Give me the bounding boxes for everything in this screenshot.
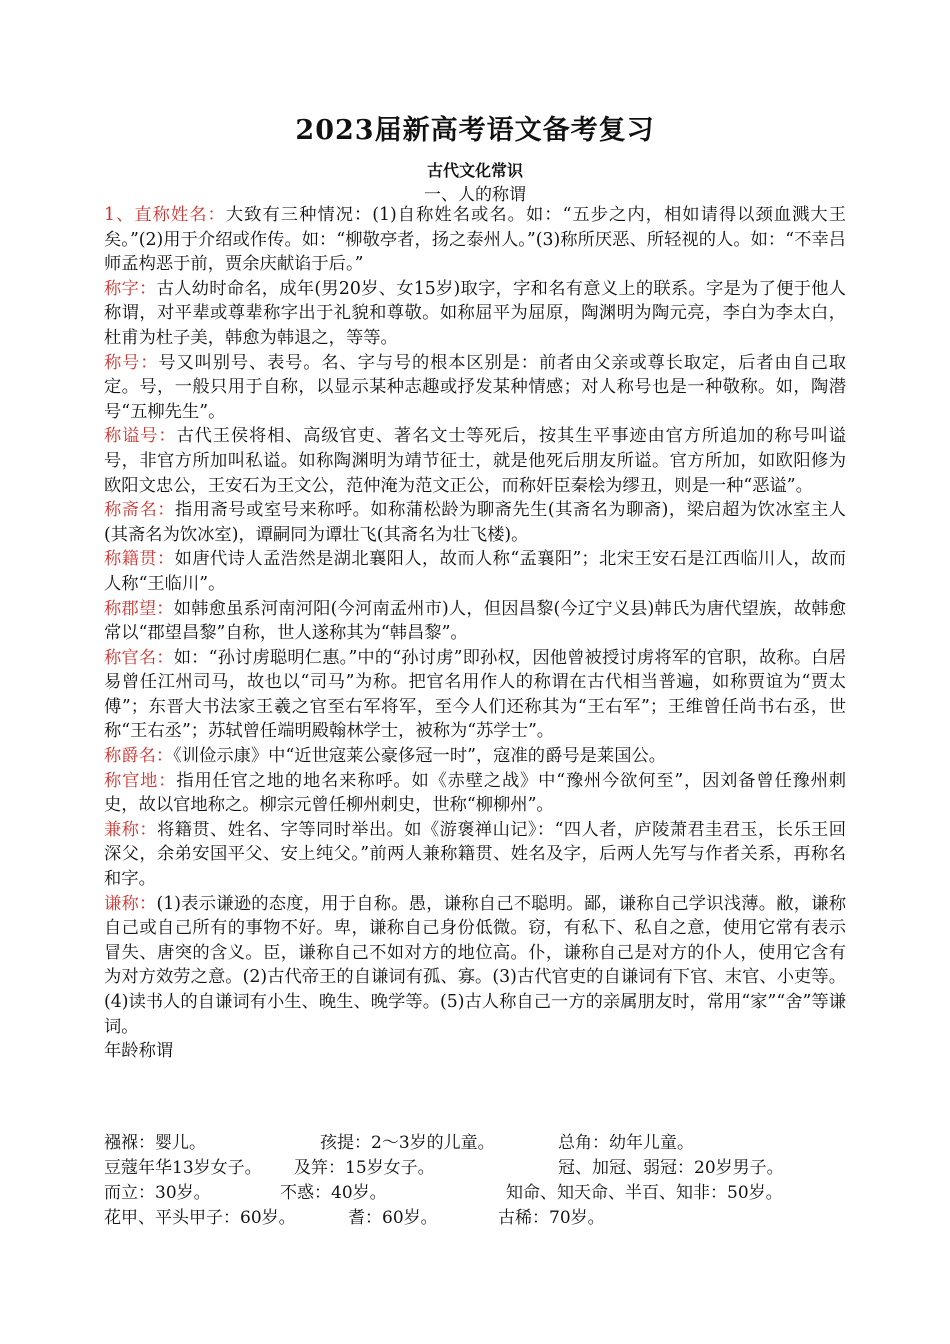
age-row [104, 1203, 846, 1228]
age-row [104, 1178, 846, 1203]
age-item: 襁褓：婴儿。 [104, 1133, 206, 1153]
entry-text: 如唐代诗人孟浩然是湖北襄阳人，故而人称“孟襄阳”；北宋王安石是江西临川人，故而人称“王临川”。 [104, 549, 846, 594]
entry-text: 大致有三种情况：(1)自称姓名或名。如：“五步之内，相如请得以颈血溅大王矣。”(2)用于介绍或作传。如：“柳敬亭者，扬之泰州人。”(3)称所厌恶、所轻视的人。如：“不幸吕师孟构恶于前，贾余庆献谄于后。” [104, 205, 846, 275]
entry-term: 1、直称姓名： [104, 205, 226, 225]
entry-term: 称官名： [104, 647, 174, 668]
entry-direct-name [104, 203, 846, 277]
entry-studio-name [104, 498, 846, 547]
age-item: 花甲、平头甲子：60岁。 [104, 1208, 296, 1228]
age-row [104, 1153, 846, 1178]
entry-term: 称官地： [104, 770, 177, 791]
entry-courtesy-name [104, 277, 846, 351]
document-title: 2023届新高考语文备考复习 [295, 115, 655, 146]
age-item: 冠、加冠、弱冠：20岁男子。 [558, 1158, 784, 1178]
age-table [104, 1128, 846, 1228]
entry-text: 指用斋号或室号来称呼。如称蒲松龄为聊斋先生(其斋名为聊斋)，梁启超为饮冰室主人(其斋名为饮冰室)，谭嗣同为谭壮飞(其斋名为壮飞楼)。 [104, 500, 846, 545]
entry-text: 如：“孙讨虏聪明仁惠。”中的“孙讨虏”即孙权，因他曾被授讨虏将军的官职，故称。白居易曾任江州司马，故也以“司马”为称。把官名用作人的称谓在古代相当普遍，如称贾谊为“贾太傅”；东晋大书法家王羲之官至右军将军，至今人们还称其为“王右军”；王维曾任尚书右丞，世称“王右丞”；苏轼曾任端明殿翰林学士，被称为“苏学士”。 [104, 647, 846, 742]
document-subtitle: 古代文化常识 [426, 161, 523, 180]
entry-term: 兼称： [104, 819, 157, 840]
entry-text: 指用任官之地的地名来称呼。如《赤壁之战》中“豫州今欲何至”，因刘备曾任豫州刺史，故以官地称之。柳宗元曾任柳州刺史，世称“柳柳州”。 [104, 770, 846, 816]
age-item: 而立：30岁。 [104, 1183, 211, 1203]
section-title: 一、人的称谓 [424, 185, 526, 205]
entry-term: 谦称： [104, 893, 157, 914]
entry-text: (1)表示谦逊的态度，用于自称。愚，谦称自己不聪明。鄙，谦称自己学识浅薄。敝，谦称自己或自己所有的事物不好。卑，谦称自己身份低微。窃，有私下、私自之意，使用它常有表示冒失、唐突的含义。臣，谦称自己不如对方的地位高。仆，谦称自己是对方的仆人，使用它含有为对方效劳之意。(2)古代帝王的自谦词有孤、寡。(3)古代官吏的自谦词有下官、末官、小吏等。(4)读书人的自谦词有小生、晚生、晚学等。(5)古人称自己一方的亲属朋友时，常用“家”“舍”等谦词。 [104, 893, 846, 1037]
entry-term: 称爵名： [104, 746, 174, 767]
entry-text: 古代王侯将相、高级官吏、著名文士等死后，按其生平事迹由官方所追加的称号叫谥号，非官方所加叫私谥。如称陶渊明为靖节征士，就是他死后朋友所谥。官方所加，如欧阳修为欧阳文忠公，王安石为王文公，范仲淹为范文正公，而称奸臣秦桧为缪丑，则是一种“恶谥”。 [104, 426, 846, 496]
entry-native-place [104, 547, 846, 596]
entry-text: 将籍贯、姓名、字等同时举出。如《游褒禅山记》：“四人者，庐陵萧君圭君玉，长乐王回深父，余弟安国平父、安上纯父。”前两人兼称籍贯、姓名及字，后两人先写与作者关系，再称名和字。 [104, 819, 846, 890]
entry-text: 号又叫别号、表号。名、字与号的根本区别是：前者由父亲或尊长取定，后者由自己取定。号，一般只用于自称，以显示某种志趣或抒发某种情感；对人称号也是一种敬称。如，陶潜号“五柳先生”。 [104, 352, 846, 422]
age-item: 不惑：40岁。 [280, 1183, 387, 1203]
entry-term: 称籍贯： [104, 549, 175, 570]
age-item: 及笄：15岁女子。 [294, 1158, 435, 1178]
entry-term: 称字： [104, 278, 157, 299]
age-item: 总角：幼年儿童。 [558, 1133, 694, 1153]
entry-text: 古人幼时命名，成年(男20岁、女15岁)取字，字和名有意义上的联系。字是为了便于他人称谓，对平辈或尊辈称字出于礼貌和尊敬。如称屈平为屈原，陶渊明为陶元亮，李白为李太白，杜甫为杜子美，韩愈为韩退之，等等。 [104, 278, 846, 348]
entry-peerage [104, 744, 846, 769]
entry-term: 称谥号： [104, 426, 177, 447]
entry-combined [104, 818, 846, 892]
entry-text: 如韩愈虽系河南河阳(今河南孟州市)人，但因昌黎(今辽宁义县)韩氏为唐代望族，故韩愈常以“郡望昌黎”自称，世人遂称其为“韩昌黎”。 [104, 598, 846, 644]
entry-term: 称郡望： [104, 598, 174, 619]
entry-text: 《训俭示康》中“近世寇莱公豪侈冠一时”，寇准的爵号是莱国公。 [173, 746, 667, 767]
age-item: 孩提：2～3岁的儿童。 [320, 1133, 495, 1153]
entry-posthumous-name [104, 424, 846, 498]
age-item: 耆：60岁。 [348, 1208, 438, 1228]
age-heading: 年龄称谓 [104, 1041, 174, 1062]
age-item: 豆蔻年华13岁女子。 [104, 1158, 262, 1178]
document-body [104, 203, 846, 1064]
age-item: 知命、知天命、半百、知非：50岁。 [506, 1183, 783, 1203]
entry-term: 称斋名： [104, 500, 176, 521]
entry-official-title [104, 646, 846, 744]
entry-office-place [104, 769, 846, 818]
age-row [104, 1128, 846, 1153]
entry-term: 称号： [104, 352, 159, 373]
entry-art-name [104, 351, 846, 425]
entry-humble [104, 892, 846, 1040]
age-item: 古稀：70岁。 [498, 1208, 605, 1228]
entry-clan-origin [104, 597, 846, 646]
